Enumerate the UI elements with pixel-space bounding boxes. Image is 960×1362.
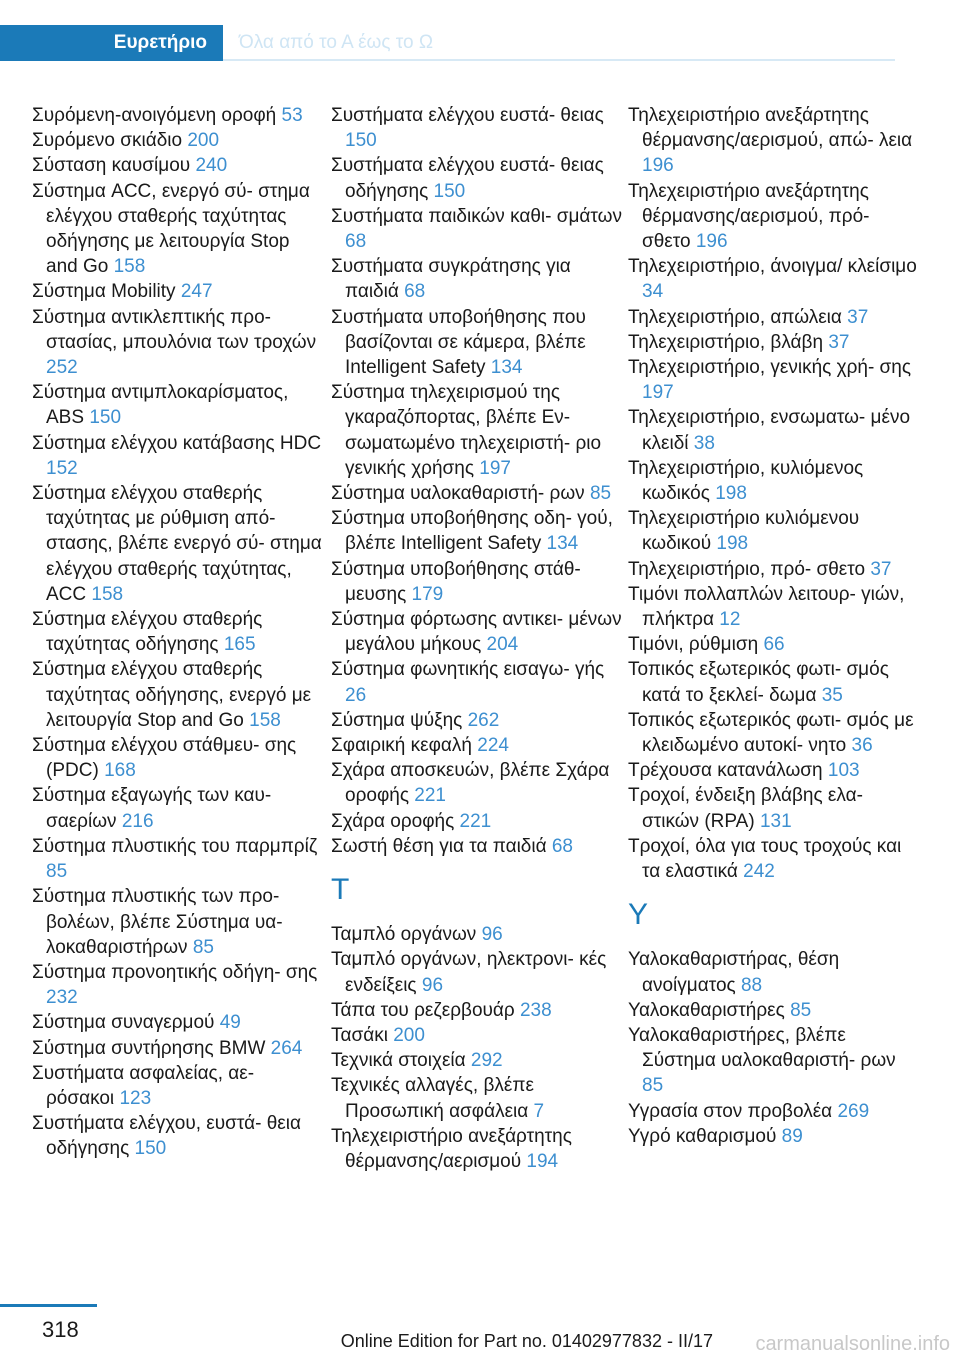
- index-entry: [32, 1036, 324, 1061]
- index-entry: [331, 481, 623, 506]
- page-link[interactable]: 221: [414, 785, 446, 807]
- index-entry: [628, 179, 920, 255]
- entry-term: Τιμόνι, ρύθμιση: [628, 634, 759, 656]
- entry-term: Σχάρα οροφής: [331, 810, 455, 832]
- index-entry: [32, 380, 324, 430]
- entry-term: Σύστημα πλυστικής του παρμπρίζ: [32, 835, 318, 857]
- index-entry: [628, 1023, 920, 1099]
- page-link[interactable]: 247: [180, 281, 213, 303]
- entry-term: Τηλεχειριστήριο, άνοιγμα/ κλείσιμο: [628, 256, 917, 278]
- page-link[interactable]: 85: [192, 936, 214, 958]
- index-entry: [32, 884, 324, 960]
- index-entry: [32, 481, 324, 607]
- page-link[interactable]: 198: [716, 533, 749, 555]
- header-tabs: [0, 25, 895, 61]
- page-link[interactable]: 85: [589, 483, 612, 505]
- index-entry: [32, 657, 324, 733]
- entry-term: Τροχοί, όλα για τους τροχούς και τα ελαστικά: [628, 835, 902, 883]
- page-link[interactable]: 179: [411, 583, 444, 605]
- entry-term: Σύστημα ελέγχου στάθμευ- σης (PDC): [32, 735, 297, 782]
- index-entry: [628, 456, 920, 506]
- entry-term: Ταμπλό οργάνων, ηλεκτρονι- κές ενδείξεις: [331, 949, 607, 996]
- index-entry: [32, 607, 324, 657]
- entry-term: Τηλεχειριστήριο, πρό- σθετο: [628, 558, 866, 580]
- section-letter: Υ: [628, 898, 649, 932]
- page-link[interactable]: 221: [459, 810, 492, 832]
- index-entry: [331, 922, 623, 947]
- page-link[interactable]: 158: [249, 709, 281, 731]
- page-link[interactable]: 85: [46, 861, 68, 883]
- page-link[interactable]: 37: [870, 558, 892, 580]
- page-link[interactable]: 26: [345, 684, 367, 706]
- entry-term: Σύστημα ψύξης: [331, 709, 463, 731]
- edition-note: Online Edition for Part no. 01402977832 - II/17: [340, 1331, 713, 1351]
- entry-term: Τοπικός εξωτερικός φωτι- σμός κατά το ξεκλεί- δωμα: [628, 659, 889, 706]
- entry-term: Συστήματα ασφαλείας, αε- ρόσακοι: [32, 1062, 255, 1109]
- index-entry: [331, 834, 623, 859]
- page-link[interactable]: 131: [759, 810, 792, 832]
- page-link[interactable]: 158: [113, 256, 146, 278]
- index-entry: [331, 947, 623, 997]
- page-link[interactable]: 88: [740, 974, 763, 996]
- page-link[interactable]: 168: [104, 760, 136, 782]
- section-letter: Τ: [331, 873, 350, 907]
- page-link[interactable]: 134: [490, 357, 523, 379]
- entry-term: Τρέχουσα κατανάλωση: [628, 760, 823, 782]
- entry-term: Σύστημα φωνητικής εισαγω- γής: [331, 659, 605, 681]
- index-entry: [32, 960, 324, 1010]
- tab-a-to-z[interactable]: Όλα από το Α έως το Ω: [223, 25, 895, 61]
- page-link[interactable]: 264: [270, 1037, 303, 1059]
- index-entry: [331, 557, 623, 607]
- page-link[interactable]: 269: [837, 1100, 870, 1122]
- page-link[interactable]: 36: [851, 735, 873, 757]
- index-entry: [628, 783, 920, 833]
- index-entry: [32, 1061, 324, 1111]
- page-link[interactable]: 158: [91, 583, 124, 605]
- entry-term: Συστήματα συγκράτησης για παιδιά: [331, 256, 571, 303]
- page-link[interactable]: 123: [119, 1087, 152, 1109]
- index-entry: [628, 506, 920, 556]
- entry-term: Τηλεχειριστήριο ανεξάρτητης θέρμανσης/αερισμού, απώ- λεια: [628, 105, 913, 152]
- tab-index[interactable]: Ευρετήριο: [0, 25, 223, 61]
- entry-term: Σύστημα αντιμπλοκαρίσματος, ABS: [32, 382, 289, 429]
- entry-term: Σύστημα υαλοκαθαριστή- ρων: [331, 483, 585, 505]
- entry-term: Σύστημα ελέγχου σταθερής ταχύτητας με ρύθμιση από- στασης, βλέπε ενεργό σύ- στημα ελέγχου σταθερής ταχύτητας, ACC: [32, 483, 322, 605]
- page-link[interactable]: 150: [89, 407, 122, 429]
- entry-term: Τεχνικά στοιχεία: [331, 1050, 466, 1072]
- index-entry: [628, 632, 920, 657]
- page-link[interactable]: 240: [195, 155, 228, 177]
- entry-term: Τηλεχειριστήριο, γενικής χρή- σης: [628, 357, 911, 379]
- index-entry: [331, 506, 623, 556]
- page-link[interactable]: 242: [743, 861, 775, 883]
- index-entry: [32, 179, 324, 280]
- index-entry: [32, 733, 324, 783]
- entry-term: Τηλεχειριστήριο, βλάβη: [628, 331, 824, 353]
- entry-term: Συστήματα ελέγχου, ευστά- θεια οδήγησης: [32, 1113, 301, 1160]
- entry-term: Τεχνικές αλλαγές, βλέπε Προσωπική ασφάλεια: [331, 1075, 534, 1122]
- entry-term: Τηλεχειριστήριο, ενσωματω- μένο κλειδί: [628, 407, 911, 454]
- index-entry: [331, 204, 623, 254]
- index-entry: [628, 758, 920, 783]
- page-link[interactable]: 232: [46, 987, 78, 1009]
- page-link[interactable]: 7: [533, 1100, 545, 1122]
- index-entry: [628, 657, 920, 707]
- entry-term: Σύστημα συντήρησης BMW: [32, 1037, 266, 1059]
- page-link[interactable]: 34: [642, 281, 664, 303]
- page-link[interactable]: 37: [828, 331, 850, 353]
- index-entry: [331, 103, 623, 153]
- entry-term: Τηλεχειριστήριο ανεξάρτητης θέρμανσης/αερισμού, πρό- σθετο: [628, 180, 870, 253]
- index-entry: [32, 128, 324, 153]
- page-link[interactable]: 89: [781, 1125, 803, 1147]
- index-entry: [32, 279, 324, 304]
- index-entry: [628, 708, 920, 758]
- entry-term: Σύστημα πλυστικής των προ- βολέων, βλέπε Σύστημα υα- λοκαθαριστήρων: [32, 886, 283, 958]
- entry-term: Σχάρα αποσκευών, βλέπε Σχάρα οροφής: [331, 760, 610, 807]
- index-entry: [628, 557, 920, 582]
- entry-term: Σύστημα ελέγχου σταθερής ταχύτητας οδήγησης, ενεργό με λειτουργία Stop and Go: [32, 659, 312, 731]
- page-link[interactable]: 66: [763, 634, 785, 656]
- page-link[interactable]: 197: [479, 457, 511, 479]
- page-link[interactable]: 224: [477, 735, 509, 757]
- index-entry: [628, 405, 920, 455]
- page-link[interactable]: 150: [433, 180, 466, 202]
- index-entry: [331, 380, 623, 481]
- page-link[interactable]: 38: [693, 432, 715, 454]
- index-entry: [331, 1124, 623, 1174]
- entry-term: Υαλοκαθαριστήρες, βλέπε Σύστημα υαλοκαθαριστή- ρων: [628, 1024, 896, 1072]
- index-entry: [628, 834, 920, 884]
- page-link[interactable]: 134: [546, 533, 579, 555]
- entry-term: Σύστημα ACC, ενεργό σύ- στημα ελέγχου σταθερής ταχύτητας οδήγησης με λειτουργία Stop and Go: [32, 180, 310, 278]
- index-entry: [331, 758, 623, 808]
- index-entry: [32, 431, 324, 481]
- entry-term: Σφαιρική κεφαλή: [331, 735, 472, 757]
- page-link[interactable]: 35: [821, 684, 843, 706]
- entry-term: Συρόμενη-ανοιγόμενη οροφή: [32, 105, 277, 126]
- entry-term: Συστήματα παιδικών καθι- σμάτων: [331, 205, 622, 227]
- entry-term: Τιμόνι πολλαπλών λειτουρ- γιών, πλήκτρα: [628, 583, 905, 631]
- page-link[interactable]: 12: [719, 609, 741, 631]
- page-link[interactable]: 150: [345, 130, 377, 152]
- page-link[interactable]: 49: [219, 1012, 241, 1034]
- index-entry: [628, 1099, 920, 1124]
- index-entry: [32, 103, 324, 128]
- page-link[interactable]: 68: [345, 231, 367, 253]
- index-entry: [32, 1111, 324, 1161]
- index-entry: [331, 607, 623, 657]
- entry-term: Υαλοκαθαριστήρες: [628, 999, 785, 1021]
- index-entry: [628, 103, 920, 179]
- entry-term: Τηλεχειριστήριο κυλιόμενου κωδικού: [628, 508, 860, 555]
- index-entry: [331, 153, 623, 203]
- entry-term: Σύστημα ελέγχου σταθερής ταχύτητας οδήγησης: [32, 609, 263, 656]
- entry-term: Σύστημα προνοητικής οδήγη- σης: [32, 961, 318, 983]
- page-link[interactable]: 252: [46, 357, 78, 379]
- index-entry: [628, 582, 920, 632]
- entry-term: Υγρό καθαρισμού: [628, 1125, 777, 1147]
- index-entry: [331, 1023, 623, 1048]
- entry-term: Τασάκι: [331, 1024, 388, 1046]
- index-entry: [628, 355, 920, 405]
- entry-term: Συστήματα ελέγχου ευστά- θειας οδήγησης: [331, 155, 604, 202]
- page-link[interactable]: 165: [223, 634, 256, 656]
- page-number: 318: [42, 1317, 79, 1342]
- page-link[interactable]: 85: [790, 999, 812, 1021]
- index-column-3: [628, 103, 920, 1149]
- entry-term: Συστήματα ελέγχου ευστά- θειας: [331, 105, 604, 126]
- index-entry: [628, 254, 920, 304]
- page-link[interactable]: 194: [526, 1150, 559, 1172]
- index-entry: [628, 1124, 920, 1149]
- index-entry: [331, 254, 623, 304]
- index-entry: [628, 947, 920, 997]
- entry-term: Τροχοί, ένδειξη βλάβης ελα- στικών (RPA): [628, 785, 863, 832]
- page-link[interactable]: 196: [642, 155, 674, 177]
- page-link[interactable]: 103: [827, 760, 860, 782]
- page-link[interactable]: 152: [46, 457, 78, 479]
- index-entry: [331, 305, 623, 381]
- index-entry: [628, 305, 920, 330]
- entry-term: Συρόμενο σκιάδιο: [32, 130, 183, 152]
- index-entry: [32, 834, 324, 884]
- index-entry: [32, 1010, 324, 1035]
- page-link[interactable]: 85: [642, 1075, 664, 1097]
- index-entry: [628, 330, 920, 355]
- entry-term: Σύστημα υποβοήθησης στάθ- μευσης: [331, 558, 581, 605]
- page-link[interactable]: 216: [121, 810, 154, 832]
- index-entry: [628, 998, 920, 1023]
- page-link[interactable]: 68: [551, 835, 573, 857]
- index-entry: [331, 1048, 623, 1073]
- entry-term: Τηλεχειριστήριο, κυλιόμενος κωδικός: [628, 457, 864, 505]
- page-link[interactable]: 197: [642, 382, 674, 404]
- page-link[interactable]: 96: [421, 974, 444, 996]
- entry-term: Σύσταση καυσίμου: [32, 155, 191, 177]
- page-link[interactable]: 68: [404, 281, 426, 303]
- page-link[interactable]: 150: [134, 1138, 167, 1160]
- page-link[interactable]: 196: [695, 231, 728, 253]
- entry-term: Τοπικός εξωτερικός φωτι- σμός με κλειδωμένο αυτοκί- νητο: [628, 709, 914, 757]
- entry-term: Σύστημα Mobility: [32, 281, 176, 303]
- index-entry: [331, 657, 623, 707]
- entry-term: Σύστημα τηλεχειρισμού της γκαραζόπορτας, βλέπε Εν- σωματωμένο τηλεχειριστή- ριο γενικής χρήσης: [331, 382, 602, 479]
- index-entry: [331, 1073, 623, 1123]
- entry-term: Τηλεχειριστήριο, απώλεια: [628, 306, 842, 328]
- footer-rule: [0, 1304, 97, 1307]
- index-entry: [331, 708, 623, 733]
- index-column-2: [331, 103, 623, 1174]
- entry-term: Τηλεχειριστήριο ανεξάρτητης θέρμανσης/αερισμού: [331, 1125, 572, 1172]
- entry-term: Σύστημα εξαγωγής των καυ- σαερίων: [32, 785, 272, 832]
- page-link[interactable]: 96: [481, 924, 503, 946]
- entry-term: Ταμπλό οργάνων: [331, 924, 477, 946]
- index-entry: [32, 153, 324, 178]
- page-link[interactable]: 200: [187, 130, 220, 152]
- entry-term: Σύστημα φόρτωσης αντικει- μένων μεγάλου μήκους: [331, 609, 622, 656]
- entry-term: Σύστημα συναγερμού: [32, 1012, 215, 1034]
- page-link[interactable]: 292: [470, 1050, 503, 1072]
- page-link[interactable]: 37: [847, 306, 869, 328]
- index-column-1: [32, 103, 324, 1162]
- entry-term: Σύστημα αντικλεπτικής προ- στασίας, μπουλόνια των τροχών: [32, 306, 317, 353]
- index-entry: [331, 998, 623, 1023]
- entry-term: Σύστημα υποβοήθησης οδη- γού, βλέπε Intelligent Safety: [331, 508, 613, 555]
- index-entry: [331, 809, 623, 834]
- page-link[interactable]: 200: [393, 1024, 425, 1046]
- entry-term: Τάπα του ρεζερβουάρ: [331, 999, 515, 1021]
- entry-term: Σύστημα ελέγχου κατάβασης HDC: [32, 432, 322, 454]
- index-entry: [32, 305, 324, 381]
- entry-term: Υαλοκαθαριστήρας, θέση ανοίγματος: [628, 949, 840, 996]
- page-link[interactable]: 198: [715, 483, 747, 505]
- index-entry: [32, 783, 324, 833]
- entry-term: Σωστή θέση για τα παιδιά: [331, 835, 547, 857]
- entry-term: Συστήματα υποβοήθησης που βασίζονται σε κάμερα, βλέπε Intelligent Safety: [331, 306, 586, 379]
- entry-term: Υγρασία στον προβολέα: [628, 1100, 833, 1122]
- page-link[interactable]: 238: [519, 999, 552, 1021]
- page-link[interactable]: 53: [281, 105, 303, 126]
- index-entry: [331, 733, 623, 758]
- page-link[interactable]: 262: [467, 709, 500, 731]
- page-link[interactable]: 204: [486, 634, 519, 656]
- watermark: carmanualsonline.info: [755, 1333, 950, 1355]
